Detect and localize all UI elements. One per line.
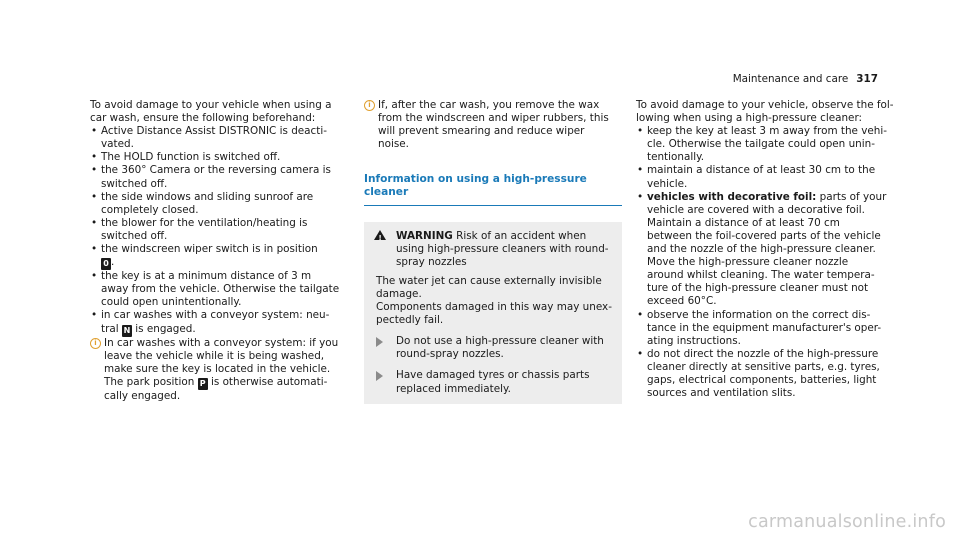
list-item: • The HOLD function is switched off. [90,151,348,164]
list-item: • the side windows and sliding sunroof are completely closed. [90,191,348,217]
list-item: • the 360° Camera or the reversing camera is switched off. [90,164,348,190]
warning-body: The water jet can cause externally invisible damage. Components damaged in this way may unex- pectedly fail. [376,274,612,327]
list-item: • observe the information on the correct dis- tance in the equipment manufacturer's oper- ating instructions. [636,309,898,348]
list-item: • Active Distance Assist DISTRONIC is deacti- vated. [90,125,348,151]
wiper-position-icon: 0 [101,258,111,270]
list-item: • keep the key at least 3 m away from the vehi- cle. Otherwise the tailgate could open unin- tentionally. [636,125,898,164]
list-item: • in car washes with a conveyor system: neu- tral N is engaged. [90,309,348,336]
watermark: carmanualsonline.info [748,511,946,532]
warning-header: ! WARNING Risk of an accident when using high-pressure cleaners with round- spray nozzles [364,230,614,269]
action-step: Do not use a high-pressure cleaner with round-spray nozzles. [364,335,614,361]
section-header-title: Maintenance and care [732,73,849,85]
column-1 [90,99,348,403]
warning-triangle-icon [374,230,386,240]
info-note: i If, after the car wash, you remove the wax from the windscreen and wiper rubbers, this will prevent smearing and reduce wiper noise. [364,99,622,151]
list-item: • the blower for the ventilation/heating is switched off. [90,217,348,243]
column-3 [636,99,898,400]
list-item: • the windscreen wiper switch is in position 0 . [90,243,348,270]
text-line: car wash, ensure the following beforehand: [90,112,316,125]
page-header [733,73,878,86]
list-item: • do not direct the nozzle of the high-pressure cleaner directly at sensitive parts, e.g. tyres, gaps, electrical components, batteries, light sources and ventilation slits. [636,348,898,400]
info-note: i In car washes with a conveyor system: if you leave the vehicle while it is being washed, make sure the key is located in the vehicle. The park position P is otherwise automati- cally engaged. [90,337,348,403]
warning-box [364,222,622,404]
arrow-right-icon [376,371,383,381]
list-item: • vehicles with decorative foil: parts of your vehicle are covered with a decorative foil. Maintain a distance of at least 70 cm between the foil-covered parts of the vehicle and the nozzle of the high-pressure cleaner. Move the high-pressure cleaner nozzle around whilst cleaning. The water tempera- ture of the high-pressure cleaner must not exceed 60°C. [636,191,898,309]
list-item: • the key is at a minimum distance of 3 m away from the vehicle. Otherwise the tailgate could open unintentionally. [90,270,348,309]
high-pressure-checklist [636,125,898,400]
info-icon: i [90,338,101,349]
info-icon: i [364,100,375,111]
list-item: • maintain a distance of at least 30 cm to the vehicle. [636,164,898,190]
action-step: Have damaged tyres or chassis parts replaced immediately. [364,369,614,395]
section-title: Information on using a high-pressure cleaner [364,173,622,205]
arrow-right-icon [376,337,383,347]
park-position-icon: P [198,378,208,390]
car-wash-checklist [90,125,348,336]
intro-paragraph: To avoid damage to your vehicle, observe the fol- lowing when using a high-pressure cleaner: [636,99,894,125]
column-2 [364,99,622,404]
page-number: 317 [856,73,878,85]
text-line: To avoid damage to your vehicle when using a [90,99,332,111]
neutral-gear-icon: N [123,325,131,335]
warning-label: WARNING [396,229,453,242]
intro-paragraph [90,99,348,125]
